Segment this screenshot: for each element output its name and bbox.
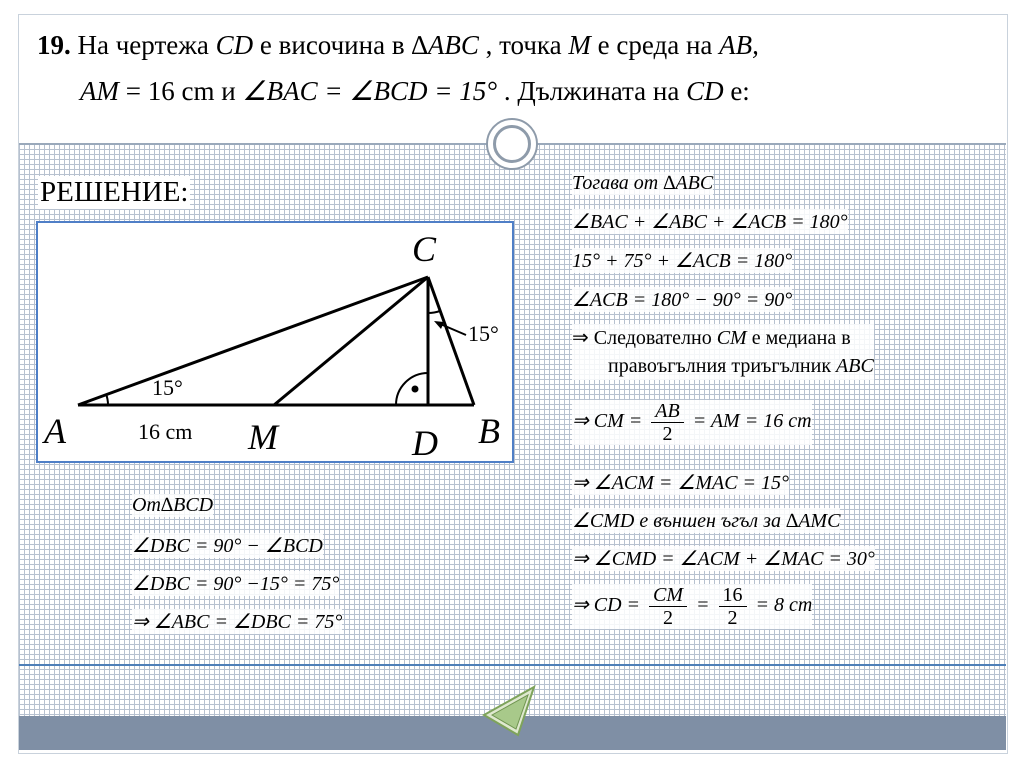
r10-rhs: = 8 cm [755,594,813,617]
right-step-7: ⇒ ∠ACM = ∠MAC = 15° [572,472,790,494]
left-step-1: От∆BCD [132,494,214,516]
problem-text-2b: . Дължината на [503,76,680,106]
segment-cd-2: CD [686,76,724,106]
segment-am: AM [80,76,119,106]
r5-text-b: е медиана в [751,327,851,349]
right-step-4: ∠ACB = 180° − 90° = 90° [572,289,793,311]
problem-text-2a: = 16 cm и [125,76,236,106]
right-step-3: 15° + 75° + ∠ACB = 180° [572,250,793,272]
left-step-2: ∠DBC = 90° − ∠BCD [132,535,323,557]
segment-ab: AB, [719,30,759,60]
r10-equals: = [696,594,710,617]
label-length-am: 16 cm [138,419,193,444]
angle-c-arrowhead [434,321,444,329]
r6-denominator: 2 [662,423,673,445]
left-step-3: ∠DBC = 90° −15° = 75° [132,573,340,595]
r6-fraction [651,400,683,445]
r5-cm: CM [716,327,747,349]
triangle-figure [36,221,514,463]
problem-text-1b: е височина в [259,30,405,60]
right-step-6 [572,400,812,445]
angle-equation: ∠BAC = ∠BCD = 15° [242,76,498,106]
r6-lhs: ⇒ CM = [572,410,643,433]
right-step-1: Тогава от ∆ABC [572,172,714,194]
problem-text-2c: е: [730,76,750,106]
label-angle-a: 15° [152,375,183,400]
r10-lhs: ⇒ CD = [572,594,641,617]
right-angle-dot [412,386,419,393]
r5-text-c: правоъгълния триъгълник [608,355,832,377]
bottom-separator [19,664,1006,666]
right-step-10 [572,584,812,629]
label-m: M [248,417,278,457]
label-d: D [412,423,438,461]
r10-numerator-1: CM [649,584,687,607]
right-step-5 [572,324,874,380]
implies-arrow: ⇒ [572,327,589,349]
problem-line-2 [80,76,750,107]
angle-c-arc [428,311,440,313]
r10-numerator-2: 16 [719,584,747,607]
problem-text-1d: е среда на [597,30,713,60]
r10-denominator-2: 2 [727,607,738,629]
label-b: B [478,411,500,451]
side-ac [78,277,428,405]
problem-line-1 [37,30,759,61]
label-c: C [412,229,437,269]
segment-cd: CD [215,30,254,60]
right-step-8: ∠CMD е външен ъгъл за ∆AMC [572,510,841,532]
triangle-abc: ∆ABC [411,30,479,60]
back-arrow-icon[interactable] [478,683,540,739]
label-a: A [44,411,66,451]
right-step-9: ⇒ ∠CMD = ∠ACM + ∠MAC = 30° [572,548,875,570]
problem-text-1c: , точка [485,30,562,60]
r5-text-a: Следователно [593,327,712,349]
r10-fraction-2 [719,584,747,629]
r10-denominator-1: 2 [663,607,674,629]
r10-fraction-1 [649,584,687,629]
median-cm [274,277,428,405]
circle-ornament-icon [486,118,538,170]
left-step-4: ⇒ ∠ABC = ∠DBC = 75° [132,611,343,633]
solution-heading: РЕШЕНИЕ: [40,176,189,208]
r5-abc: ABC [836,355,874,377]
r6-rhs: = AM = 16 cm [692,410,812,433]
label-angle-c: 15° [468,321,499,346]
triangle-svg [38,223,512,461]
right-step-2: ∠BAC + ∠ABC + ∠ACB = 180° [572,211,848,233]
problem-text-1a: На чертежа [77,30,209,60]
r6-numerator: AB [651,400,683,423]
point-m: M [568,30,591,60]
problem-number: 19. [37,30,71,60]
